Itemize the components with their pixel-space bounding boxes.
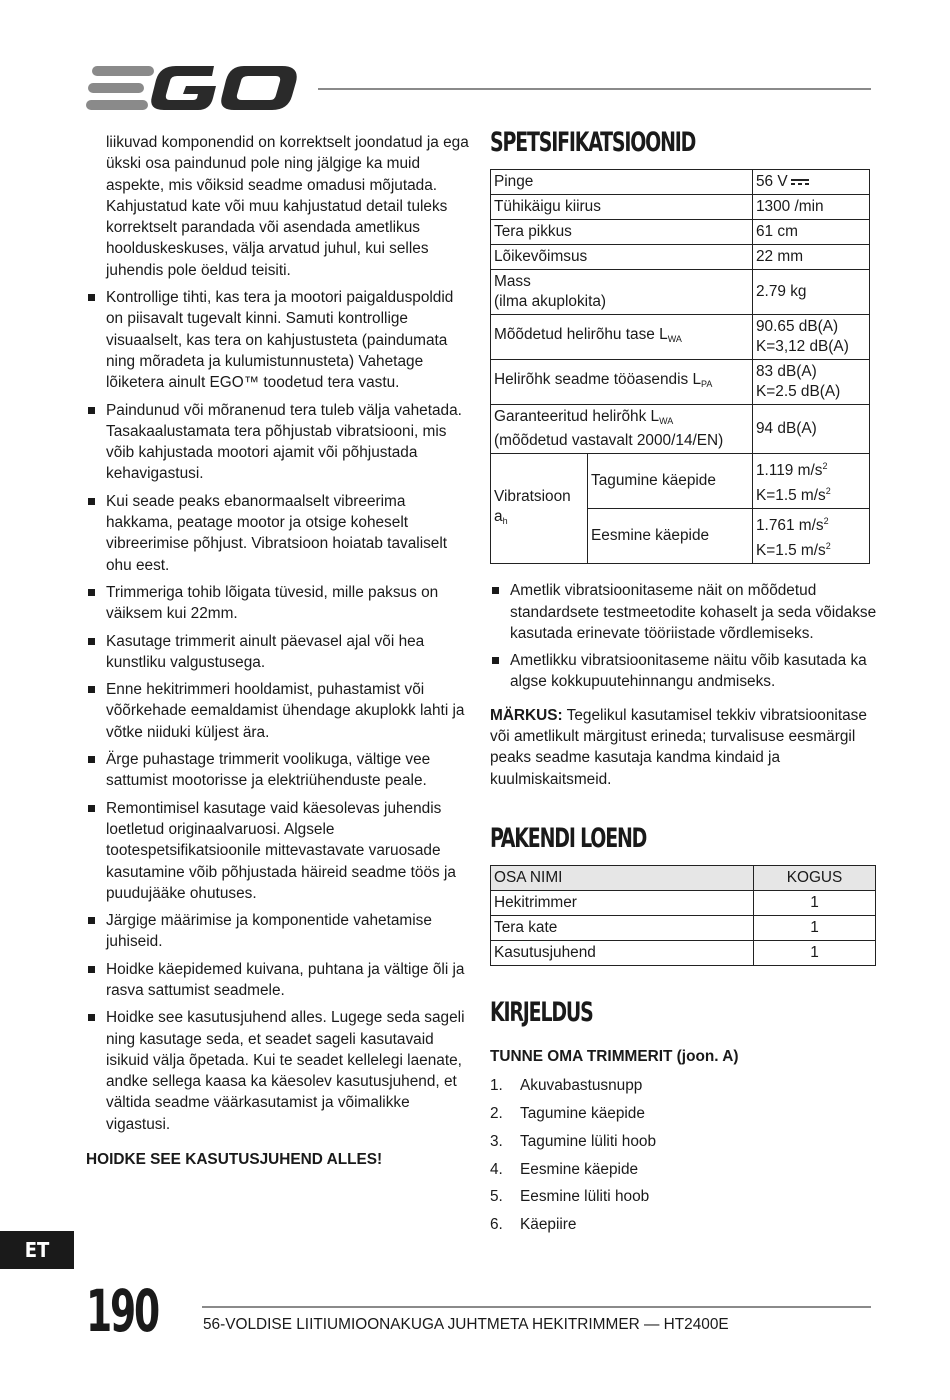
rear-vibration-uncertainty: K=1.5 m/s — [756, 487, 826, 505]
vibration-label: Vibratsioon a — [494, 487, 571, 525]
vibration-bullet: Ametlikku vibratsioonitaseme näitu võib kasutada ka algse kokkupuutehinnangu andmiseks. — [490, 650, 878, 693]
safety-bullet: Hoidke see kasutusjuhend alles. Lugege seda sageli ning kasutage seda, et seadet sageli kasutavaid isikuid välja õpetada. Kui te seadet kellelegi laenate, andke sellega kaasa ka käesolev kasutusjuhend, et vältida seadme väärkasutamist ja võimalikke vigastusi. — [86, 1007, 470, 1135]
safety-bullet: Ärge puhastage trimmerit voolikuga, vältige vee sattumist mootorisse ja elektriühenduste peale. — [86, 749, 470, 792]
column-header: OSA NIMI — [491, 866, 754, 891]
front-vibration-uncertainty: K=1.5 m/s — [756, 542, 826, 560]
list-item — [490, 1159, 878, 1180]
item-text: Tagumine käepide — [520, 1104, 645, 1122]
table-row — [491, 195, 870, 220]
safety-bullet: Enne hekitrimmeri hooldamist, puhastamist või võõrkehade eemaldamist ühendage akuplokk lahti ja võtke niiduki küljest ära. — [86, 679, 470, 743]
superscript: 2 — [822, 461, 828, 472]
footer-doc-title: 56-VOLDISE LIITIUMIOONAKUGA JUHTMETA HEKITRIMMER — HT2400E — [203, 1316, 729, 1333]
table-row — [491, 405, 870, 454]
guaranteed-label-note: (mõõdetud vastavalt 2000/14/EN) — [494, 432, 724, 450]
column-header: KOGUS — [754, 866, 876, 891]
table-row — [491, 220, 870, 245]
item-number: 6. — [490, 1216, 503, 1234]
spec-value: 22 mm — [753, 245, 870, 270]
part-quantity: 1 — [754, 916, 876, 941]
description-heading: KIRJELDUS — [490, 997, 593, 1029]
spec-label: Tera pikkus — [491, 220, 753, 245]
part-quantity: 1 — [754, 941, 876, 966]
intro-paragraph: liikuvad komponendid on korrektselt joondatud ja ega ükski osa paindunud pole ning jälgige ka muid aspekte, mis võiksid seadme omadusi mõjutada. Kahjustatud kate või muu kahjustatud detail tuleks korrektselt parandada või asendada ametlikus hoolduskeskuses, välja arvatud juhul, kui selles juhendis pole öeldud teisiti. — [106, 134, 469, 279]
mass-label-note: (ilma akuplokita) — [494, 293, 607, 311]
subscript: WA — [667, 334, 682, 345]
note-paragraph — [490, 705, 878, 790]
spec-label: Tühikäigu kiirus — [491, 195, 753, 220]
note-label: MÄRKUS: — [490, 706, 563, 724]
item-number: 4. — [490, 1160, 503, 1178]
direct-current-icon — [791, 178, 809, 186]
spec-label — [491, 315, 753, 360]
guaranteed-label: Garanteeritud helirõhk L — [494, 408, 660, 426]
spec-sublabel: Eesmine käepide — [588, 509, 753, 564]
sound-power-value: 90.65 dB(A) — [756, 318, 839, 336]
superscript: 2 — [825, 541, 831, 552]
superscript: 2 — [823, 516, 829, 527]
spec-value — [753, 315, 870, 360]
safety-bullet: Hoidke käepidemed kuivana, puhtana ja vältige õli ja rasva sattumist seadmele. — [86, 959, 470, 1002]
item-text: Akuvabastusnupp — [520, 1076, 643, 1094]
item-text: Eesmine käepide — [520, 1160, 639, 1178]
spec-label — [491, 405, 753, 454]
item-number: 5. — [490, 1188, 503, 1206]
spec-value: 2.79 kg — [753, 270, 870, 315]
parts-list — [490, 1075, 878, 1236]
table-row — [491, 315, 870, 360]
sound-pressure-label: Helirõhk seadme tööasendis L — [494, 371, 702, 389]
safety-bullet: Trimmeriga tohib lõigata tüvesid, mille paksus on väiksem kui 22mm. — [86, 582, 470, 625]
spec-value — [753, 360, 870, 405]
rear-vibration-value: 1.119 m/s — [756, 462, 823, 480]
vibration-bullet-list — [490, 580, 878, 692]
spec-label: Lõikevõimsus — [491, 245, 753, 270]
spec-value — [753, 454, 870, 509]
list-item — [490, 1103, 878, 1124]
list-item — [490, 1075, 878, 1096]
safety-bullet: Kontrollige tihti, kas tera ja mootori paigalduspoldid on piisavalt tugevalt kinni. Samuti kontrollige visuaalselt, kas tera on kahjustusteta (paindumata ning mõradeta ja kulumistunnusteta) Vahetage lõiketera ainult EGO™ toodetud tera vastu. — [86, 287, 470, 393]
table-row — [491, 270, 870, 315]
item-number: 2. — [490, 1104, 503, 1122]
safety-bullet-list — [86, 287, 470, 1135]
part-name: Tera kate — [491, 916, 754, 941]
sound-power-uncertainty: K=3,12 dB(A) — [756, 338, 849, 356]
front-vibration-value: 1.761 m/s — [756, 517, 824, 535]
vibration-bullet: Ametlik vibratsioonitaseme näit on mõõdetud standardsete testmeetodite kohaselt ja seda võidakse kasutada erinevate tööriistade võrdlemiseks. — [490, 580, 878, 644]
superscript: 2 — [825, 486, 831, 497]
sound-power-label: Mõõdetud helirõhu tase L — [494, 326, 668, 344]
item-number: 3. — [490, 1132, 503, 1150]
spec-value — [753, 509, 870, 564]
table-row — [491, 454, 870, 509]
language-tab: ET — [0, 1231, 74, 1269]
page-number: 190 — [86, 1277, 158, 1345]
sound-pressure-value: 83 dB(A) — [756, 363, 817, 381]
part-name: Hekitrimmer — [491, 891, 754, 916]
left-column — [86, 132, 470, 1170]
list-item — [490, 1131, 878, 1152]
spec-label — [491, 360, 753, 405]
table-row — [491, 941, 876, 966]
description-subtitle: TUNNE OMA TRIMMERIT (joon. A) — [490, 1047, 739, 1065]
spec-value — [753, 170, 870, 195]
header-rule — [318, 88, 871, 90]
safety-bullet: Kasutage trimmerit ainult päevasel ajal või hea kunstliku valgustusega. — [86, 631, 470, 674]
item-number: 1. — [490, 1076, 503, 1094]
table-row — [491, 245, 870, 270]
safety-bullet: Järgige määrimise ja komponentide vahetamise juhiseid. — [86, 910, 470, 953]
safety-bullet: Remontimisel kasutage vaid käesolevas juhendis loetletud originaalvaruosi. Algsele tootespetsifikatsioonile mittevastavate varuosade kasutamine võib põhjustada häireid seadme töös ja puudujääke ohutuses. — [86, 798, 470, 904]
table-header-row — [491, 866, 876, 891]
footer-rule — [202, 1306, 871, 1308]
voltage-value: 56 V — [756, 173, 788, 191]
specs-table — [490, 169, 870, 564]
subscript: PA — [701, 379, 713, 390]
safety-bullet: Kui seade peaks ebanormaalselt vibreerima hakkama, peatage mootor ja otsige koheselt vibreerimise põhjust. Vibratsioon hoiatab tavaliselt ohu eest. — [86, 491, 470, 576]
spec-label — [491, 454, 588, 564]
part-quantity: 1 — [754, 891, 876, 916]
specs-heading: SPETSIFIKATSIOONID — [490, 127, 696, 158]
spec-sublabel: Tagumine käepide — [588, 454, 753, 509]
safety-bullet: Paindunud või mõranenud tera tuleb välja vahetada. Tasakaalustamata tera põhjustab vibratsiooni, mis võib kahjustada mootori ajamit või põhjustada kehavigastusi. — [86, 400, 470, 485]
keep-manual-note: HOIDKE SEE KASUTUSJUHEND ALLES! — [86, 1151, 383, 1169]
ego-logo — [86, 62, 300, 114]
spec-value: 61 cm — [753, 220, 870, 245]
table-row — [491, 891, 876, 916]
spec-value: 94 dB(A) — [753, 405, 870, 454]
spec-value: 1300 /min — [753, 195, 870, 220]
spec-label: Pinge — [491, 170, 753, 195]
table-row — [491, 170, 870, 195]
item-text: Eesmine lüliti hoob — [520, 1188, 650, 1206]
table-row — [491, 360, 870, 405]
note-text: Tegelikul kasutamisel tekkiv vibratsioonitase või ametlikult märgitust erineda; turvalisuse eesmärgil peaks seadme kasutaja kandma kindaid ja kuulmiskaitsmeid. — [490, 706, 867, 788]
spec-label — [491, 270, 753, 315]
list-item — [490, 1186, 878, 1207]
right-column — [490, 127, 878, 1242]
subscript: WA — [659, 416, 674, 427]
package-heading: PAKENDI LOEND — [490, 822, 647, 854]
mass-label: Mass — [494, 273, 531, 291]
list-item — [490, 1214, 878, 1235]
table-row — [491, 916, 876, 941]
package-table — [490, 865, 876, 966]
sound-pressure-uncertainty: K=2.5 dB(A) — [756, 383, 841, 401]
part-name: Kasutusjuhend — [491, 941, 754, 966]
item-text: Tagumine lüliti hoob — [520, 1132, 657, 1150]
item-text: Käepiire — [520, 1216, 577, 1234]
subscript: h — [502, 515, 508, 526]
